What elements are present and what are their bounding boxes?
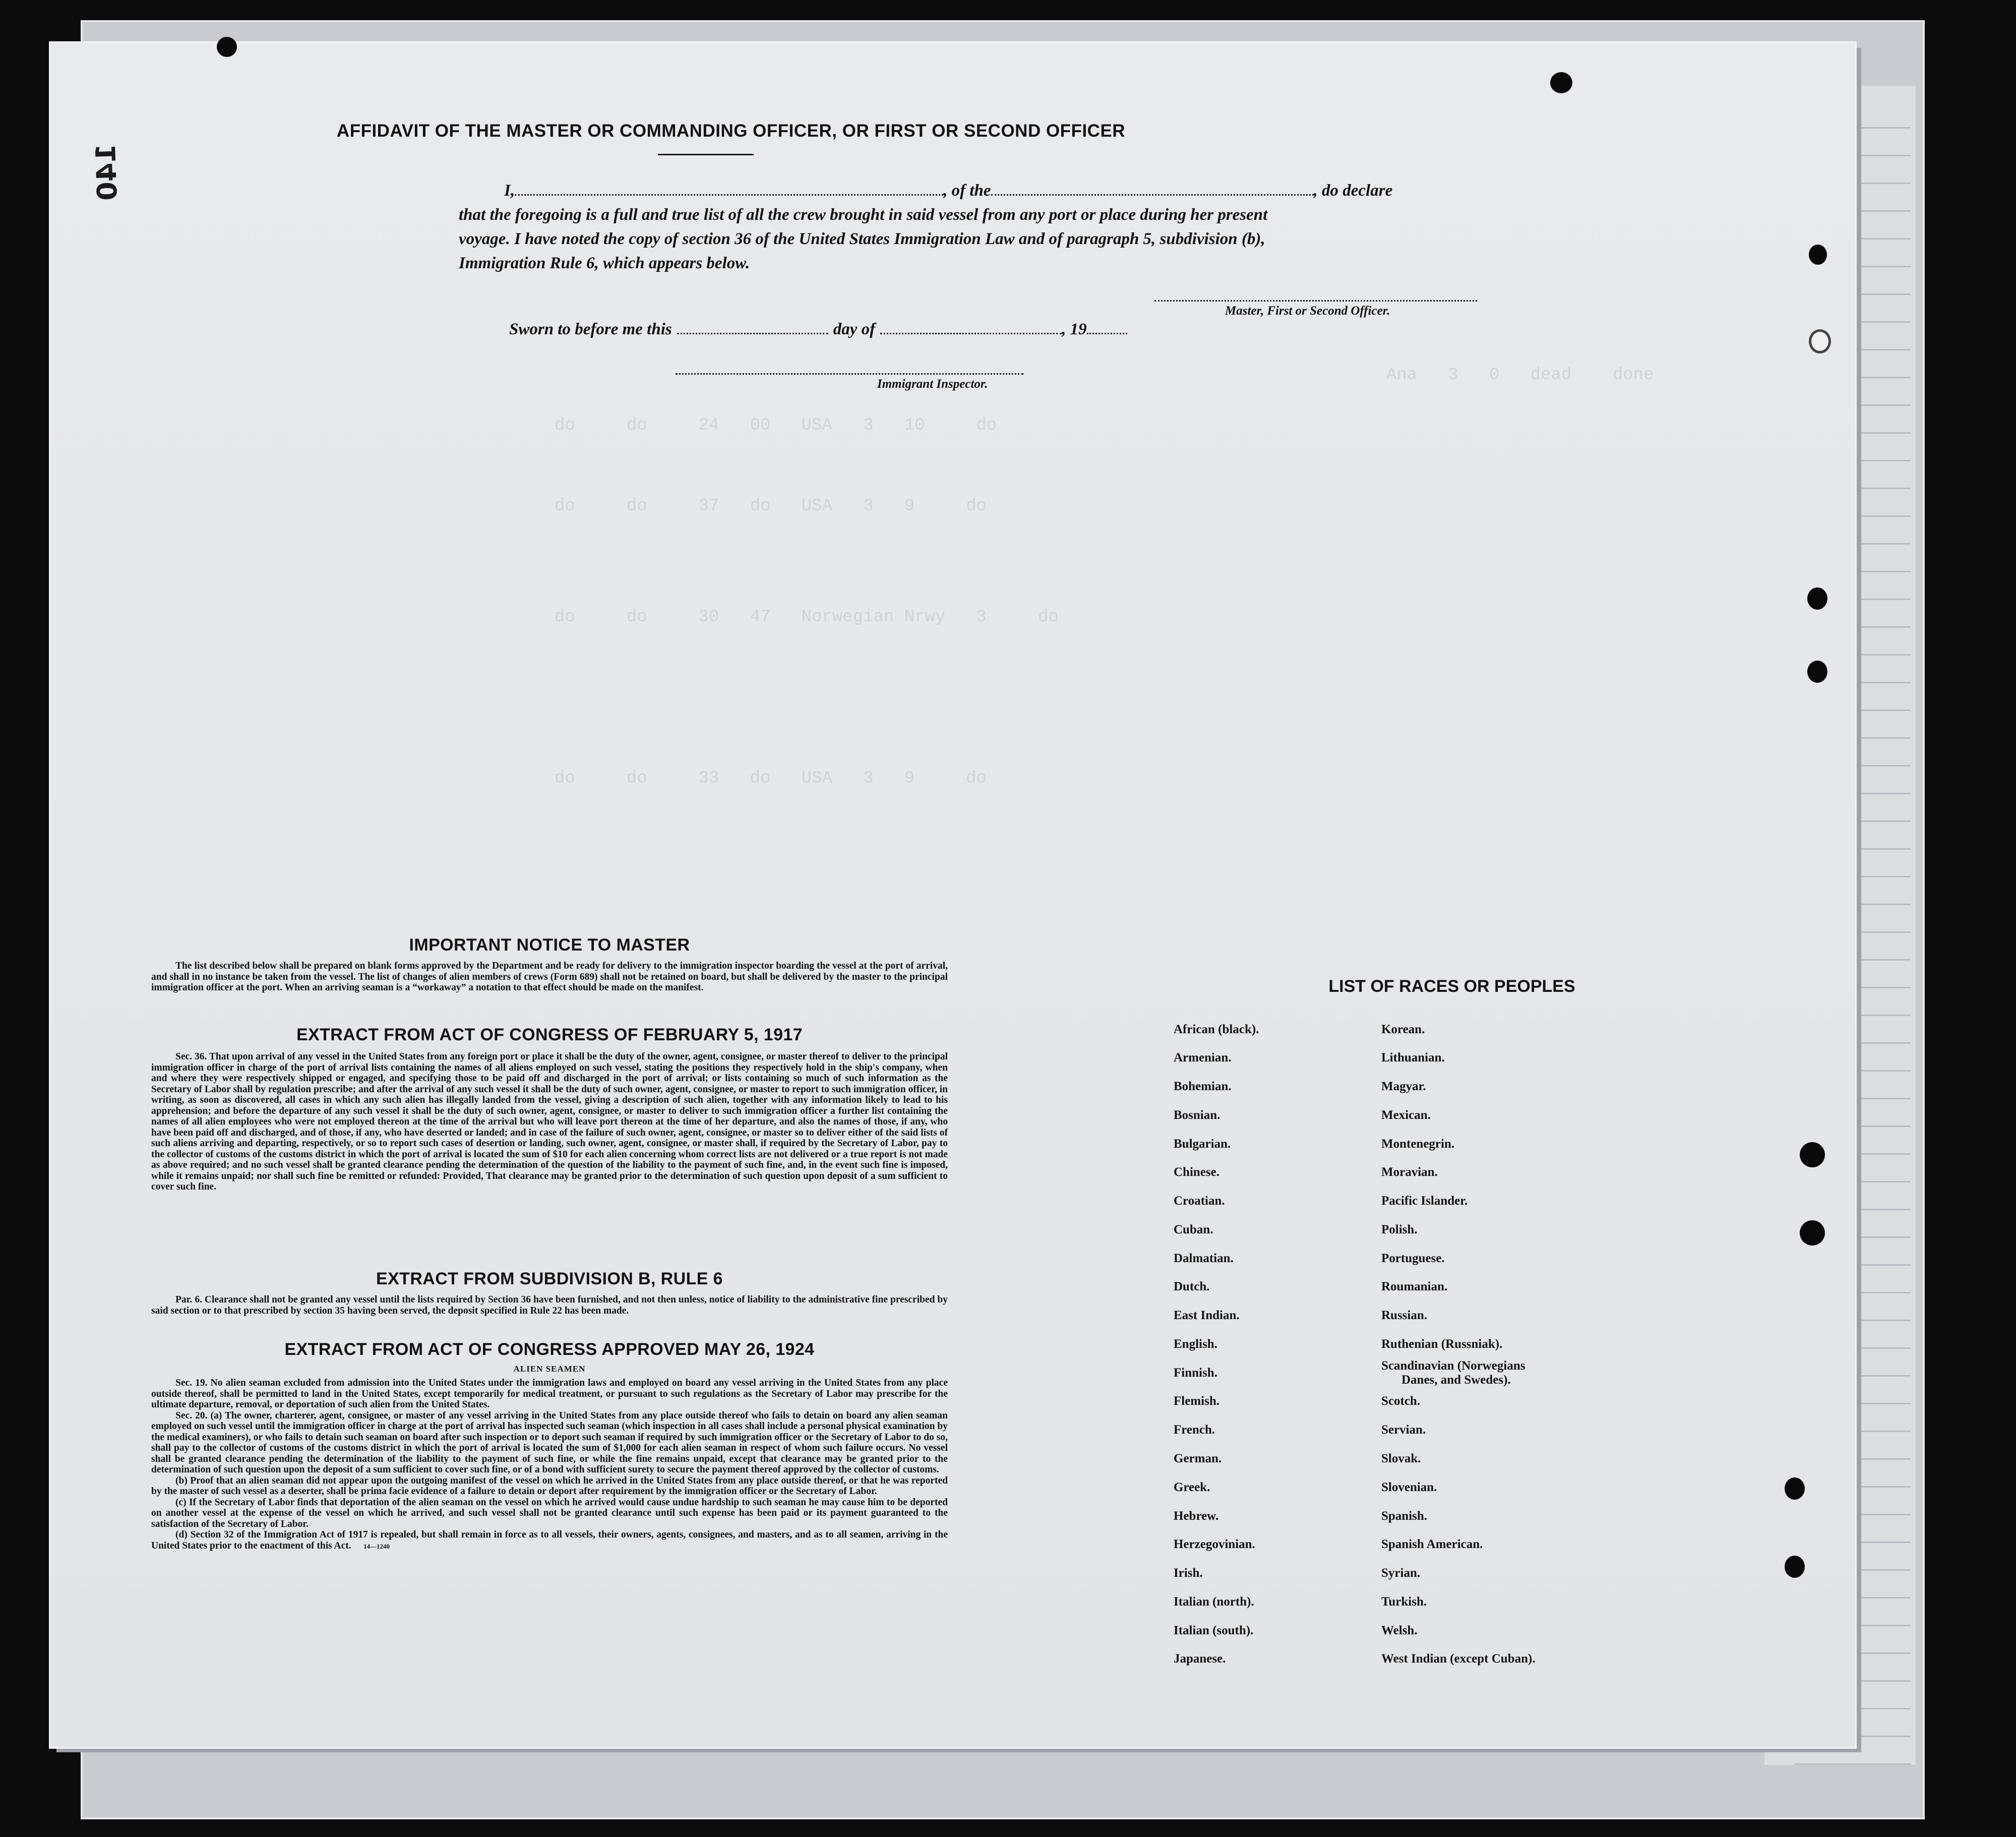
race-left-4: Bosnian. <box>1174 1108 1220 1122</box>
race-right-1: Korean. <box>1381 1023 1425 1036</box>
section-19-paragraph: Sec. 19. No alien seaman excluded from admission into the United States under the immigration laws and employed on board any vessel arriving in the United States from any place outside thereof, shall be permitted to land in the United States, except temporarily for medical treatment, or pursuant to such regulations as the Secretary of Labor may prescribe for the ultimate departure, removal, or deportation of such alien from the United States. <box>151 1378 948 1410</box>
vessel-blank[interactable] <box>991 194 1314 196</box>
punch-hole <box>1807 587 1827 610</box>
alien-seamen-subtitle: ALIEN SEAMEN <box>513 1364 586 1374</box>
race-left-14: Flemish. <box>1174 1394 1219 1408</box>
race-left-20: Irish. <box>1174 1566 1203 1580</box>
race-right-13-cont: Danes, and Swedes). <box>1401 1373 1511 1387</box>
punch-hole <box>1809 245 1827 265</box>
bleed-through-row: do do 30 47 Norwegian Nrwy 3 do <box>555 608 1059 627</box>
punch-hole <box>1550 72 1572 93</box>
race-left-9: Dalmatian. <box>1174 1252 1234 1265</box>
race-right-15: Servian. <box>1381 1423 1426 1437</box>
declaration-do-declare: , do declare <box>1313 182 1393 200</box>
race-right-12: Ruthenian (Russniak). <box>1381 1337 1503 1351</box>
race-right-19: Spanish American. <box>1381 1537 1483 1551</box>
affidavit-title: AFFIDAVIT OF THE MASTER OR COMMANDING OFFICER, OR FIRST OR SECOND OFFICER <box>336 121 1126 141</box>
declaration-line-2: that the foregoing is a full and true list of all the crew brought in said vessel from any port or place during her present <box>459 206 1268 224</box>
race-right-18: Spanish. <box>1381 1509 1428 1523</box>
race-right-4: Mexican. <box>1381 1108 1431 1122</box>
race-left-7: Croatian. <box>1174 1194 1225 1208</box>
master-caption: Master, First or Second Officer. <box>1225 304 1390 318</box>
sworn-day-blank[interactable] <box>677 333 828 334</box>
punch-hole <box>1785 1556 1805 1578</box>
race-left-1: African (black). <box>1174 1023 1259 1036</box>
extract-1917-text <box>151 1051 948 1193</box>
sworn-year: , 19 <box>1062 320 1087 338</box>
race-right-3: Magyar. <box>1381 1080 1426 1093</box>
race-right-2: Lithuanian. <box>1381 1051 1445 1064</box>
extract-1924-title: EXTRACT FROM ACT OF CONGRESS APPROVED MAY 26, 1924 <box>284 1340 815 1359</box>
race-right-10: Roumanian. <box>1381 1280 1448 1293</box>
sworn-day-of: day of <box>833 320 876 338</box>
inspector-caption: Immigrant Inspector. <box>877 377 988 391</box>
section-20d-paragraph <box>151 1529 948 1552</box>
extract-1924-text <box>151 1378 948 1552</box>
race-right-6: Moravian. <box>1381 1165 1438 1179</box>
subdivision-b-text <box>151 1294 948 1316</box>
race-left-8: Cuban. <box>1174 1223 1213 1236</box>
sworn-month-blank[interactable] <box>880 333 1062 334</box>
declaration-line-4: Immigration Rule 6, which appears below. <box>459 254 750 272</box>
race-left-23: Japanese. <box>1174 1652 1226 1666</box>
paragraph-6: Par. 6. Clearance shall not be granted any vessel until the lists required by Section 36 have been furnished, and not then unless, notice of liability to the administrative fine prescribed by said section or to that prescribed by section 35 having been served, the deposit specified in Rule 22 has been made. <box>151 1294 948 1316</box>
race-left-21: Italian (north). <box>1174 1595 1254 1609</box>
notice-text <box>151 961 948 993</box>
race-right-21: Turkish. <box>1381 1595 1427 1609</box>
section-20b-paragraph: (b) Proof that an alien seaman did not appear upon the outgoing manifest of the vessel on which he arrived in the United States from any place outside thereof, or that he was reported by the master of such vessel as a deserter, shall be prima facie evidence of a failure to detain or deport after requirement by the immigration officer or the Secretary of Labor. <box>151 1475 948 1497</box>
notice-paragraph: The list described below shall be prepared on blank forms approved by the Department and be ready for delivery to the immigration inspector boarding the vessel at the port of arrival, and shall in no instance be taken from the vessel. The list of changes of alien members of crews (Form 689) shall not be retained on board, but shall be delivered by the master to the principal immigration officer at the port. When an arriving seaman is a “workaway” a notation to that effect should be made on the manifest. <box>151 961 948 993</box>
bleed-through-row: Ana 3 0 dead done <box>1386 366 1654 385</box>
punch-hole <box>1785 1477 1805 1500</box>
race-left-10: Dutch. <box>1174 1280 1210 1293</box>
declaration-of-the: , of the <box>943 182 991 200</box>
section-20c-paragraph: (c) If the Secretary of Labor finds that deportation of the alien seaman on the vessel on which he arrived would cause undue hardship to such seaman he may cause him to be deported on another vessel at the expense of the vessel on which he arrived, and such vessel shall not be granted clearance until such expense has been paid or its payment guaranteed to the satisfaction of the Secretary of Labor. <box>151 1497 948 1529</box>
race-right-23: West Indian (except Cuban). <box>1381 1652 1536 1666</box>
inspector-signature-line[interactable] <box>676 373 1023 375</box>
section-20d-text: (d) Section 32 of the Immigration Act of 1917 is repealed, but shall remain in force as to all vessels, their owners, agents, consignees, and masters, and as to all seamen, arriving in the United States prior to the enactment of this Act. <box>151 1529 948 1551</box>
race-left-13: Finnish. <box>1174 1366 1217 1380</box>
bleed-through-row: do do 24 00 USA 3 10 do <box>555 416 997 435</box>
race-left-19: Herzegovinian. <box>1174 1537 1255 1551</box>
punch-hole <box>1809 329 1831 353</box>
declaration-i: I, <box>504 182 515 200</box>
race-right-14: Scotch. <box>1381 1394 1421 1408</box>
subdivision-b-title: EXTRACT FROM SUBDIVISION B, RULE 6 <box>376 1269 723 1288</box>
race-right-8: Polish. <box>1381 1223 1418 1236</box>
race-right-9: Portuguese. <box>1381 1252 1445 1265</box>
section-20a-paragraph: Sec. 20. (a) The owner, charterer, agent, consignee, or master of any vessel arriving in the United States from any place outside thereof who fails to detain on board any alien seaman employed on such vessel until the immigration officer in charge at the port of arrival has inspected such seaman (which inspection in all cases shall include a personal physical examination by the medical examiners), or who fails to detain such seaman on board after such inspection or to deport such seaman if required by such immigration officer or the Secretary of Labor to do so, shall pay to the collector of customs of the customs district in which the port of arrival is located the sum of $1,000 for each alien seaman in respect of whom such failure occurs. No vessel shall be granted clearance pending the determination of the liability to the payment of such fine, or while the fine remains unpaid, except that clearance may be granted prior to the determination of such question upon the deposit of a sum sufficient to cover such fine, or of a bond with sufficient surety to secure the payment thereof approved by the collector of customs. <box>151 1410 948 1475</box>
form-code: 14—1240 <box>363 1542 390 1550</box>
race-left-12: English. <box>1174 1337 1217 1351</box>
race-left-16: German. <box>1174 1452 1222 1465</box>
race-left-3: Bohemian. <box>1174 1080 1232 1093</box>
section-36-paragraph: Sec. 36. That upon arrival of any vessel in the United States from any foreign port or place it shall be the duty of the owner, agent, consignee, or master thereof to deliver to the principal immigration officer in charge of the port of arrival lists containing the names of all aliens employed on such vessel, stating the positions they respectively hold in the ship's company, when and where they were respectively shipped or engaged, and specifying those to be paid off and discharged in the port of arrival; or lists containing so much of such information as the Secretary of Labor shall by regulation prescribe; and after the arrival of any such vessel it shall be the duty of such owner, agent, consignee, or master to report to such immigration officer, in writing, as soon as discovered, all cases in which any such alien has illegally landed from the vessel, giving a description of such alien, together with any information likely to lead to his apprehension; and before the departure of any such vessel it shall be the duty of such owner, agent, consignee, or master to deliver to such immigration officer a further list containing the names of all alien employees who were not employed thereon at the time of the arrival but who will leave port thereon at the time of her departure, and also the names of those, if any, who have been paid off and discharged, and of those, if any, who have deserted or landed; and in case of the failure of such owner, agent, consignee, or master so to deliver either of the said lists of such aliens arriving and departing, respectively, or so to report such cases of desertion or landing, such owner, agent, consignee, or master shall, if required by the Secretary of Labor, pay to the collector of customs of the customs district in which the port of arrival is located the sum of $10 for each alien concerning whom correct lists are not delivered or a true report is not made as above required; and no such vessel shall be granted clearance pending the determination of the question of the liability to the payment of such fine, and, in the event such fine is imposed, while it remains unpaid; nor shall such fine be remitted or refunded: Provided, That clearance may be granted prior to the determination of such question upon deposit of a sum sufficient to cover such fine. <box>151 1051 948 1192</box>
race-right-17: Slovenian. <box>1381 1480 1437 1494</box>
bleed-through-row: do do 33 do USA 3 9 do <box>555 769 987 788</box>
sworn-line <box>509 320 1127 339</box>
race-left-22: Italian (south). <box>1174 1624 1254 1637</box>
race-right-13: Scandinavian (Norwegians <box>1381 1359 1525 1373</box>
race-right-22: Welsh. <box>1381 1624 1418 1637</box>
race-left-2: Armenian. <box>1174 1051 1232 1064</box>
race-left-15: French. <box>1174 1423 1215 1437</box>
race-left-18: Hebrew. <box>1174 1509 1219 1523</box>
punch-hole <box>1807 661 1827 683</box>
punch-hole <box>217 37 237 57</box>
master-signature-line[interactable] <box>1154 300 1477 302</box>
affidavit-page <box>50 43 1855 1747</box>
races-title: LIST OF RACES OR PEOPLES <box>1328 977 1575 996</box>
declaration-line-1 <box>504 182 1392 200</box>
sworn-text: Sworn to before me this <box>509 320 672 338</box>
race-left-5: Bulgarian. <box>1174 1137 1231 1151</box>
name-blank[interactable] <box>515 194 943 196</box>
title-underline <box>658 154 754 155</box>
margin-annotation: 140 <box>89 143 124 201</box>
race-right-16: Slovak. <box>1381 1452 1421 1465</box>
race-left-17: Greek. <box>1174 1480 1210 1494</box>
punch-hole <box>1800 1220 1825 1246</box>
race-left-6: Chinese. <box>1174 1165 1219 1179</box>
declaration-line-3: voyage. I have noted the copy of section 36 of the United States Immigration Law and of paragraph 5, subdivision (b), <box>459 230 1265 248</box>
notice-title: IMPORTANT NOTICE TO MASTER <box>409 935 690 955</box>
extract-1917-title: EXTRACT FROM ACT OF CONGRESS OF FEBRUARY 5, 1917 <box>296 1025 803 1044</box>
race-right-11: Russian. <box>1381 1309 1428 1322</box>
sworn-year-blank[interactable] <box>1087 333 1127 334</box>
bleed-through-row: do do 37 do USA 3 9 do <box>555 497 987 516</box>
race-right-20: Syrian. <box>1381 1566 1421 1580</box>
race-right-7: Pacific Islander. <box>1381 1194 1468 1208</box>
race-left-11: East Indian. <box>1174 1309 1240 1322</box>
race-right-5: Montenegrin. <box>1381 1137 1455 1151</box>
punch-hole <box>1800 1142 1825 1167</box>
